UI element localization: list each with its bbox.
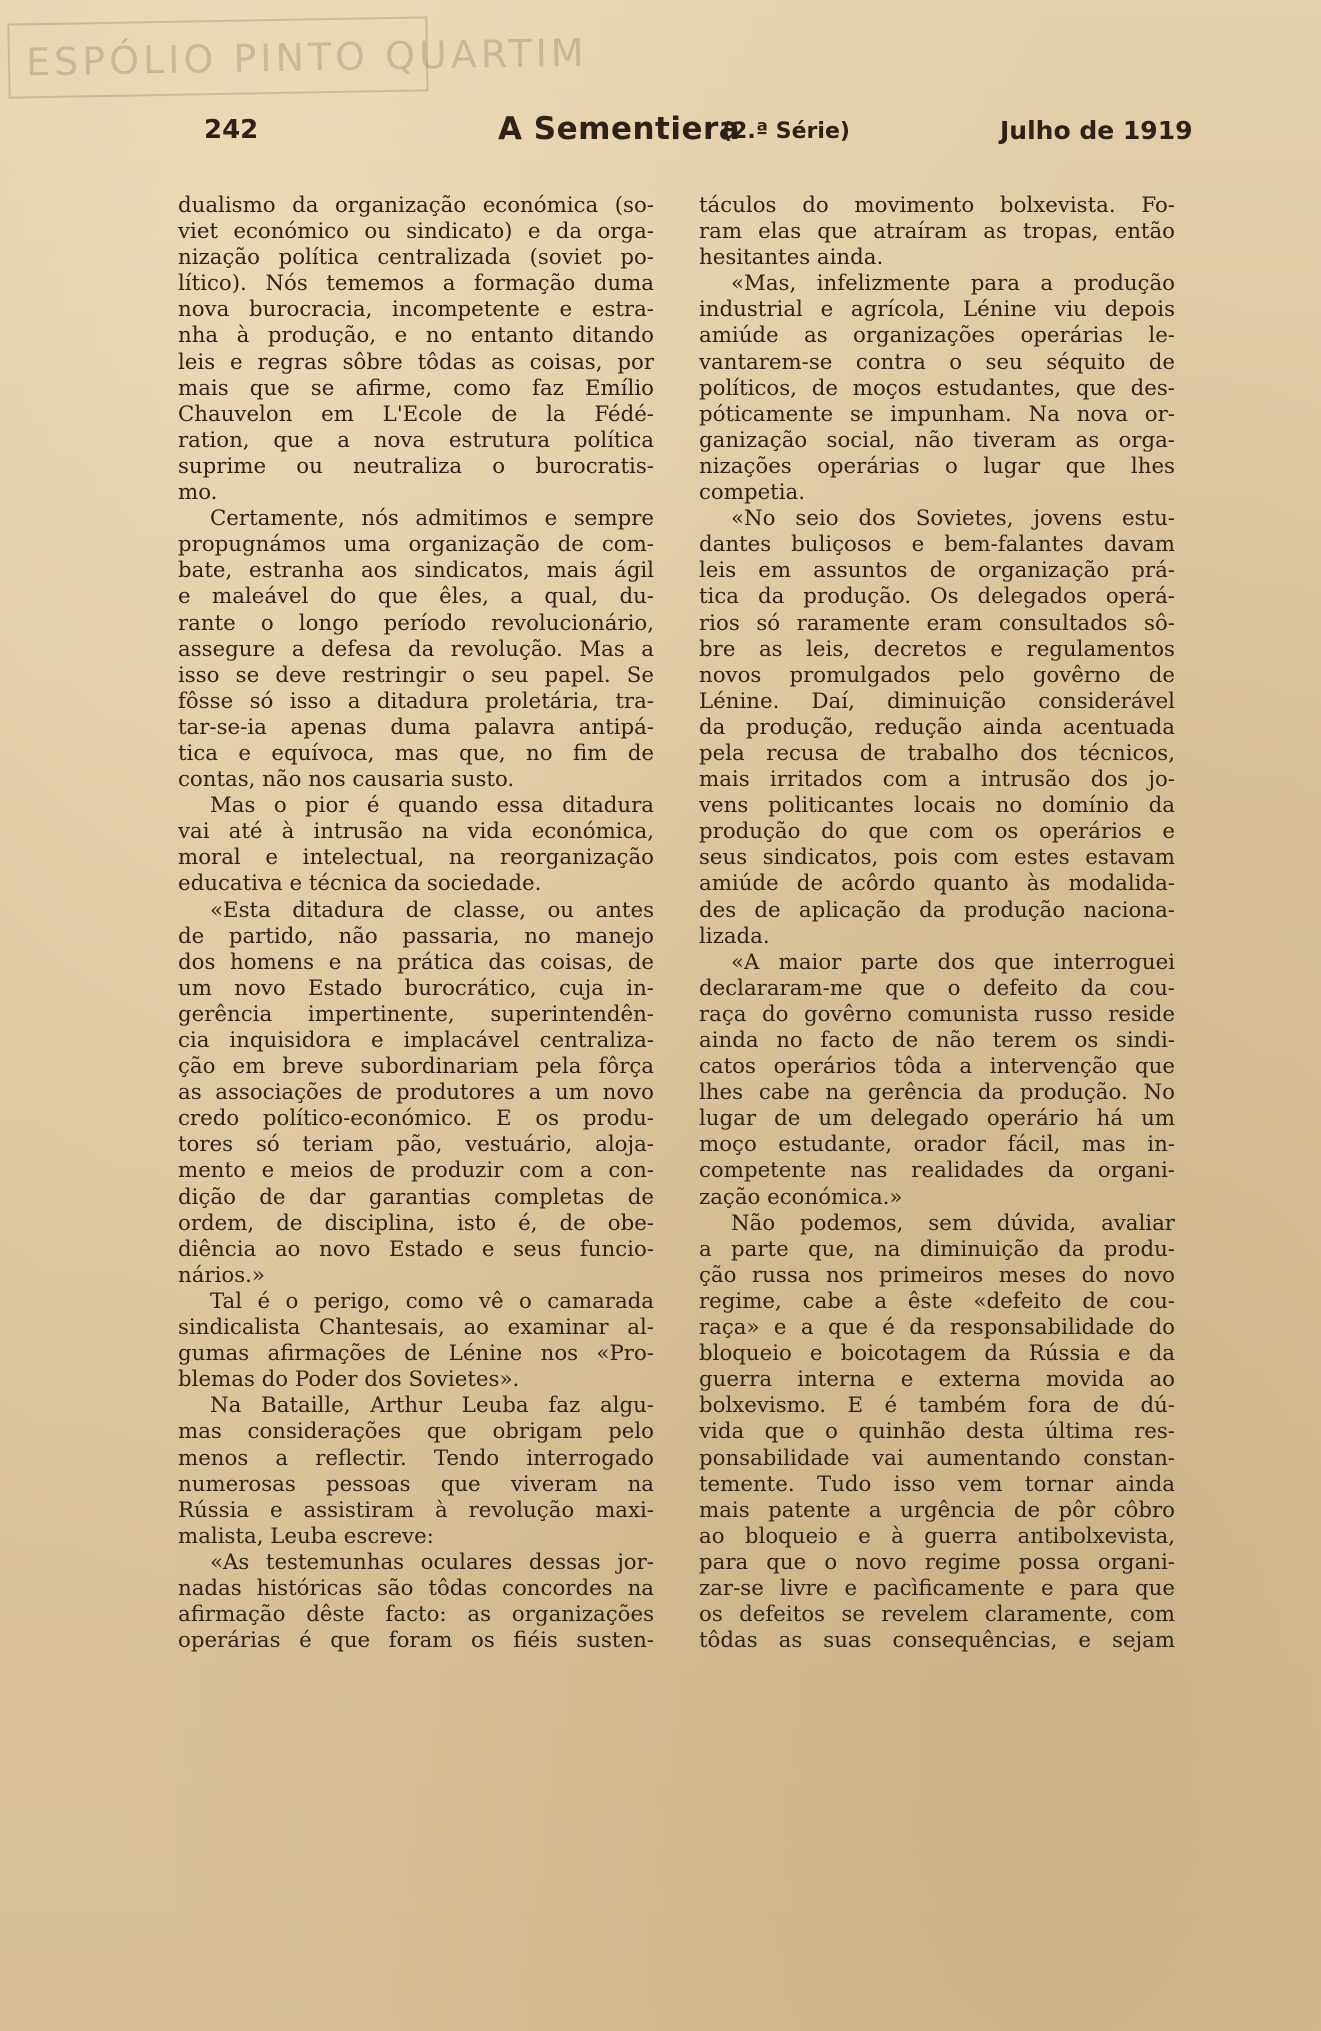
text-line: tôdas as suas consequências, e sejam [699, 1628, 1175, 1654]
text-column-right [699, 193, 1175, 1654]
text-line: Mas o pior é quando essa ditadura [210, 793, 654, 819]
text-line: rios só raramente eram consultados sô- [699, 610, 1175, 636]
text-line: nova burocracia, incompetente e estra- [178, 297, 654, 323]
text-line: ção em breve subordinariam pela fôrça [178, 1054, 654, 1080]
text-line: bate, estranha aos sindicatos, mais ágil [178, 558, 654, 584]
text-line: propugnámos uma organização de com- [178, 532, 654, 558]
text-line: a parte que, na diminuição da produ- [699, 1236, 1175, 1262]
text-line: lugar de um delegado operário há um [699, 1106, 1175, 1132]
text-line: dição de dar garantias completas de [178, 1184, 654, 1210]
text-line: nadas históricas são tôdas concordes na [178, 1575, 654, 1601]
text-line: raça» e a que é da responsabilidade do [699, 1315, 1175, 1341]
text-line: nha à produção, e no entanto ditando [178, 323, 654, 349]
text-line: educativa e técnica da sociedade. [178, 871, 542, 897]
text-line: raça do govêrno comunista russo reside [699, 1001, 1175, 1027]
text-line: ordem, de disciplina, isto é, de obe- [178, 1210, 654, 1236]
text-line: afirmação dêste facto: as organizações [178, 1602, 654, 1628]
text-line: ganização social, não tiveram as orga- [699, 427, 1175, 453]
text-line: bloqueio e boicotagem da Rússia e da [699, 1341, 1175, 1367]
text-line: Não podemos, sem dúvida, avaliar [731, 1210, 1175, 1236]
text-line: ponsabilidade vai aumentando constan- [699, 1445, 1175, 1471]
text-line: gerência impertinente, superintendên- [178, 1001, 654, 1027]
text-line: póticamente se impunham. Na nova or- [699, 401, 1175, 427]
text-line: «No seio dos Sovietes, jovens estu- [731, 506, 1175, 532]
page-number: 242 [204, 115, 259, 145]
text-line: contas, não nos causaria susto. [178, 767, 515, 793]
text-line: táculos do movimento bolxevista. Fo- [699, 193, 1175, 218]
text-line: «A maior parte dos que interroguei [731, 949, 1175, 975]
text-line: leis em assuntos de organização prá- [699, 558, 1175, 584]
text-line: suprime ou neutraliza o burocratis- [178, 453, 654, 479]
text-line: blemas do Poder dos Sovietes». [178, 1367, 520, 1393]
text-line: competente nas realidades da organi- [699, 1158, 1175, 1184]
text-line: os defeitos se revelem claramente, com [699, 1602, 1175, 1628]
text-line: Chauvelon em L'Ecole de la Fédé- [178, 401, 654, 427]
text-line: mais que se afirme, como faz Emílio [178, 375, 654, 401]
text-line: lhes cabe na gerência da produção. No [699, 1080, 1175, 1106]
text-line: gumas afirmações de Lénine nos «Pro- [178, 1341, 654, 1367]
text-line: declararam-me que o defeito da cou- [699, 975, 1175, 1001]
text-line: mento e meios de produzir com a con- [178, 1158, 654, 1184]
text-line: nários.» [178, 1262, 265, 1288]
text-line: ration, que a nova estrutura política [178, 427, 654, 453]
text-line: diência ao novo Estado e seus funcio- [178, 1236, 654, 1262]
text-line: nizações operárias o lugar que lhes [699, 453, 1175, 479]
text-line: moral e intelectual, na reorganização [178, 845, 654, 871]
text-line: tar-se-ia apenas duma palavra antipá- [178, 714, 654, 740]
text-line: hesitantes ainda. [699, 245, 884, 271]
text-line: da produção, redução ainda acentuada [699, 714, 1175, 740]
text-line: novos promulgados pelo govêrno de [699, 662, 1175, 688]
text-line: produção do que com os operários e [699, 819, 1175, 845]
text-line: ram elas que atraíram as tropas, então [699, 219, 1175, 245]
text-line: zação económica.» [699, 1184, 903, 1210]
text-line: vantarem-se contra o seu séquito de [699, 349, 1175, 375]
text-line: zar-se livre e pacìficamente e para que [699, 1575, 1175, 1601]
text-line: assegure a defesa da revolução. Mas a [178, 636, 654, 662]
series-label: (2.ª Série) [722, 119, 850, 144]
text-line: amiúde de acôrdo quanto às modalida- [699, 871, 1175, 897]
text-line: mo. [178, 480, 218, 506]
text-line: seus sindicatos, pois com estes estavam [699, 845, 1175, 871]
text-line: um novo Estado burocrático, cuja in- [178, 975, 654, 1001]
text-line: vai até à intrusão na vida económica, [178, 819, 654, 845]
text-line: as associações de produtores a um novo [178, 1080, 654, 1106]
text-line: tores só teriam pão, vestuário, aloja- [178, 1132, 654, 1158]
text-line: e maleável do que êles, a qual, du- [178, 584, 654, 610]
text-line: para que o novo regime possa organi- [699, 1549, 1175, 1575]
text-line: industrial e agrícola, Lénine viu depois [699, 297, 1175, 323]
text-line: numerosas pessoas que viveram na [178, 1471, 654, 1497]
text-line: lítico). Nós tememos a formação duma [178, 271, 654, 297]
text-line: tica e equívoca, mas que, no fim de [178, 740, 654, 766]
text-line: des de aplicação da produção naciona- [699, 897, 1175, 923]
text-line: operárias é que foram os fiéis susten- [178, 1628, 654, 1654]
issue-date: Julho de 1919 [1000, 116, 1193, 145]
text-line: lizada. [699, 923, 770, 949]
text-line: leis e regras sôbre tôdas as coisas, por [178, 349, 654, 375]
text-line: mas considerações que obrigam pelo [178, 1419, 654, 1445]
text-line: regime, cabe a êste «defeito de cou- [699, 1288, 1175, 1314]
text-line: mais patente a urgência de pôr côbro [699, 1497, 1175, 1523]
text-line: Tal é o perigo, como vê o camarada [210, 1288, 654, 1314]
journal-title: A Sementiera [498, 111, 741, 147]
text-line: isso se deve restringir o seu papel. Se [178, 662, 654, 688]
text-line: vens politicantes locais no domínio da [699, 793, 1175, 819]
text-line: fôsse só isso a ditadura proletária, tra- [178, 688, 654, 714]
text-line: «As testemunhas oculares dessas jor- [210, 1549, 654, 1575]
text-line: tica da produção. Os delegados operá- [699, 584, 1175, 610]
text-line: Rússia e assistiram à revolução maxi- [178, 1497, 654, 1523]
text-line: credo político-económico. E os produ- [178, 1106, 654, 1132]
text-line: Lénine. Daí, diminuição considerável [699, 688, 1175, 714]
text-line: de partido, não passaria, no manejo [178, 923, 654, 949]
text-line: catos operários tôda a intervenção que [699, 1054, 1175, 1080]
text-line: viet económico ou sindicato) e da orga- [178, 219, 654, 245]
text-line: dantes buliçosos e bem-falantes davam [699, 532, 1175, 558]
text-line: Na Bataille, Arthur Leuba faz algu- [210, 1393, 654, 1419]
text-line: malista, Leuba escreve: [178, 1523, 434, 1549]
text-line: mais irritados com a intrusão dos jo- [699, 767, 1175, 793]
text-line: moço estudante, orador fácil, mas in- [699, 1132, 1175, 1158]
text-line: vida que o quinhão desta última res- [699, 1419, 1175, 1445]
text-line: temente. Tudo isso vem tornar ainda [699, 1471, 1175, 1497]
text-line: competia. [699, 480, 806, 506]
text-line: amiúde as organizações operárias le- [699, 323, 1175, 349]
text-line: cia inquisidora e implacável centraliza- [178, 1028, 654, 1053]
text-line: sindicalista Chantesais, ao examinar al- [178, 1315, 654, 1341]
text-line: nização política centralizada (soviet po- [178, 245, 654, 271]
text-line: políticos, de moços estudantes, que des- [699, 375, 1175, 401]
text-column-left [178, 193, 654, 1654]
text-line: bolxevismo. E é também fora de dú- [699, 1393, 1175, 1419]
text-line: dualismo da organização económica (so- [178, 193, 654, 218]
text-line: «Esta ditadura de classe, ou antes [210, 897, 654, 923]
text-line: bre as leis, decretos e regulamentos [699, 636, 1175, 662]
text-line: ção russa nos primeiros meses do novo [699, 1262, 1175, 1288]
text-line: Certamente, nós admitimos e sempre [210, 506, 654, 532]
text-line: rante o longo período revolucionário, [178, 610, 654, 636]
text-line: ainda no facto de não terem os sindi- [699, 1028, 1175, 1053]
text-line: guerra interna e externa movida ao [699, 1367, 1175, 1393]
text-line: menos a reflectir. Tendo interrogado [178, 1445, 654, 1471]
archive-stamp: ESPÓLIO PINTO QUARTIM [7, 16, 428, 98]
text-line: pela recusa de trabalho dos técnicos, [699, 740, 1175, 766]
text-line: ao bloqueio e à guerra antibolxevista, [699, 1523, 1175, 1549]
text-line: «Mas, infelizmente para a produção [731, 271, 1175, 297]
text-line: dos homens e na prática das coisas, de [178, 949, 654, 975]
page-header [0, 111, 1321, 155]
